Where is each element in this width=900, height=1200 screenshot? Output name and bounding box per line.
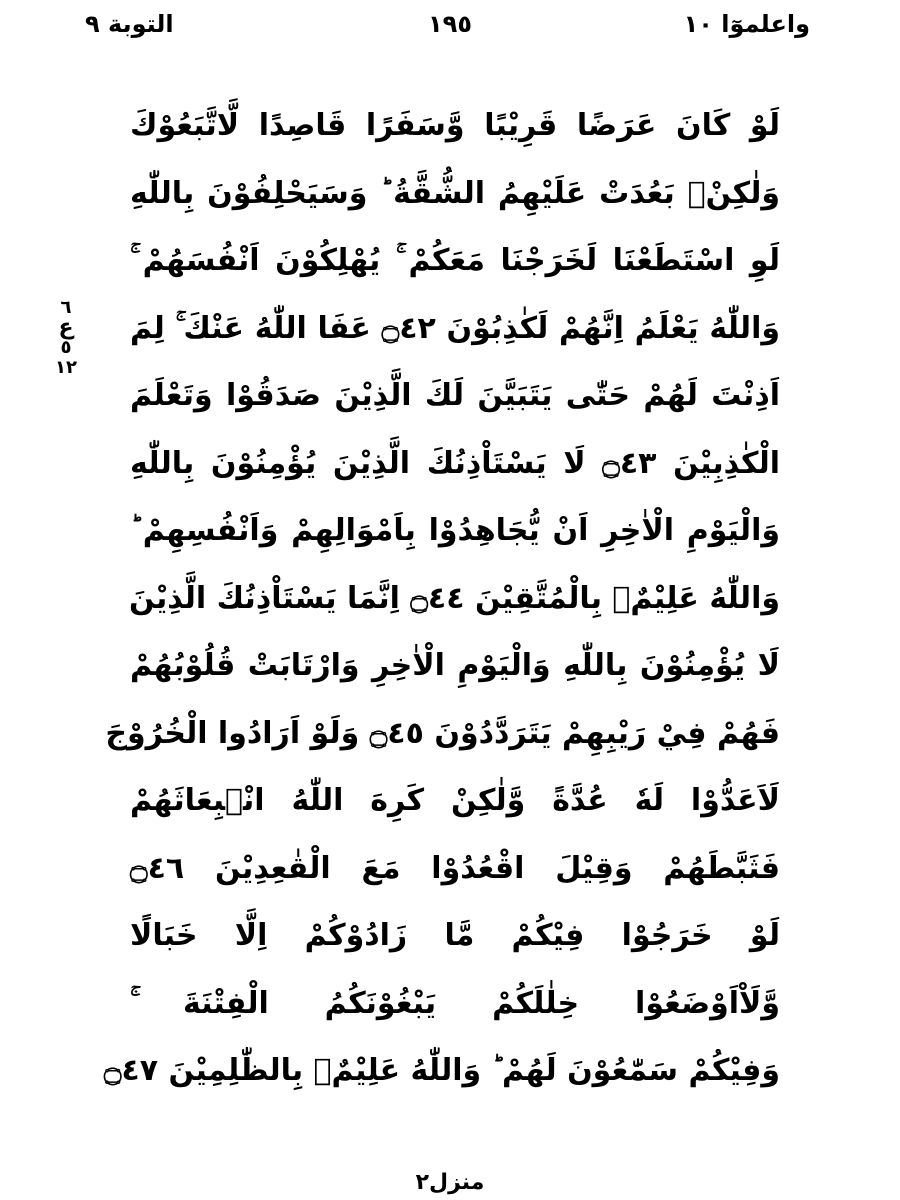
ruku-number-bottom: ١٢ xyxy=(55,357,77,378)
verse-line-1: لَوْ كَانَ عَرَضًا قَرِيْبًا وَّسَفَرًا قَاصِدًا لَّاتَّبَعُوْكَ xyxy=(130,108,780,143)
ruku-symbol: ع xyxy=(58,315,74,340)
verse-text-block xyxy=(103,92,781,1105)
page-number: ١٩٥ xyxy=(428,10,472,38)
manzil-label: منزل٢ xyxy=(415,1170,485,1195)
verse-line-2: وَلٰكِنْۢ بَعُدَتْ عَلَيْهِمُ الشُّقَّةُ ؕ وَسَيَحْلِفُوْنَ بِاللّٰهِ xyxy=(130,175,780,211)
juz-label: واعلموٓا ١٠ xyxy=(683,10,810,38)
ruku-number-top: ٦ xyxy=(60,297,72,318)
verse-line-14: وَّلَاْاَوْضَعُوْا خِلٰلَكُمْ يَبْغُوْنَكُمُ الْفِتْنَةَ ۚ xyxy=(130,985,780,1021)
verse-line-9: لَا يُؤْمِنُوْنَ بِاللّٰهِ وَالْيَوْمِ الْاٰخِرِ وَارْتَابَتْ قُلُوْبُهُمْ xyxy=(130,648,780,683)
verse-line-5: اَذِنْتَ لَهُمْ حَتّٰى يَتَبَيَّنَ لَكَ الَّذِيْنَ صَدَقُوْا وَتَعْلَمَ xyxy=(130,378,780,413)
verse-line-8: وَاللّٰهُ عَلِيْمٌۢ بِالْمُتَّقِيْنَ ۝٤٤ اِنَّمَا يَسْتَاْذِنُكَ الَّذِيْنَ xyxy=(129,580,780,616)
verse-line-3: لَوِ اسْتَطَعْنَا لَخَرَجْنَا مَعَكُمْ ۚ يُهْلِكُوْنَ اَنْفُسَهُمْ ۚ xyxy=(130,243,780,278)
verse-line-7: وَالْيَوْمِ الْاٰخِرِ اَنْ يُّجَاهِدُوْا بِاَمْوَالِهِمْ وَاَنْفُسِهِمْ ؕ xyxy=(130,513,780,548)
verse-line-15: وَفِيْكُمْ سَمّٰعُوْنَ لَهُمْ ؕ وَاللّٰهُ عَلِيْمٌۢ بِالظّٰلِمِيْنَ ۝٤٧ xyxy=(103,1053,780,1088)
surah-label: التوبة ٩ xyxy=(85,10,174,38)
verse-line-12: فَثَبَّطَهُمْ وَقِيْلَ اقْعُدُوْا مَعَ الْقٰعِدِيْنَ ۝٤٦ xyxy=(130,850,780,886)
verse-line-13: لَوْ خَرَجُوْا فِيْكُمْ مَّا زَادُوْكُمْ اِلَّا خَبَالًا xyxy=(130,918,780,953)
page-header xyxy=(0,4,900,44)
ruku-marker xyxy=(48,298,84,378)
ruku-number-mid: ٥ xyxy=(60,337,72,358)
verse-line-4: وَاللّٰهُ يَعْلَمُ اِنَّهُمْ لَكٰذِبُوْنَ ۝٤٢ عَفَا اللّٰهُ عَنْكَ ۚ لِمَ xyxy=(130,310,781,346)
verse-line-6: الْكٰذِبِيْنَ ۝٤٣ لَا يَسْتَاْذِنُكَ الَّذِيْنَ يُؤْمِنُوْنَ بِاللّٰهِ xyxy=(130,445,781,481)
verse-line-11: لَاَعَدُّوْا لَهٗ عُدَّةً وَّلٰكِنْ كَرِهَ اللّٰهُ انْۢبِعَاثَهُمْ xyxy=(130,783,780,818)
verse-line-10: فَهُمْ فِيْ رَيْبِهِمْ يَتَرَدَّدُوْنَ ۝٤٥ وَلَوْ اَرَادُوا الْخُرُوْجَ xyxy=(105,715,780,751)
